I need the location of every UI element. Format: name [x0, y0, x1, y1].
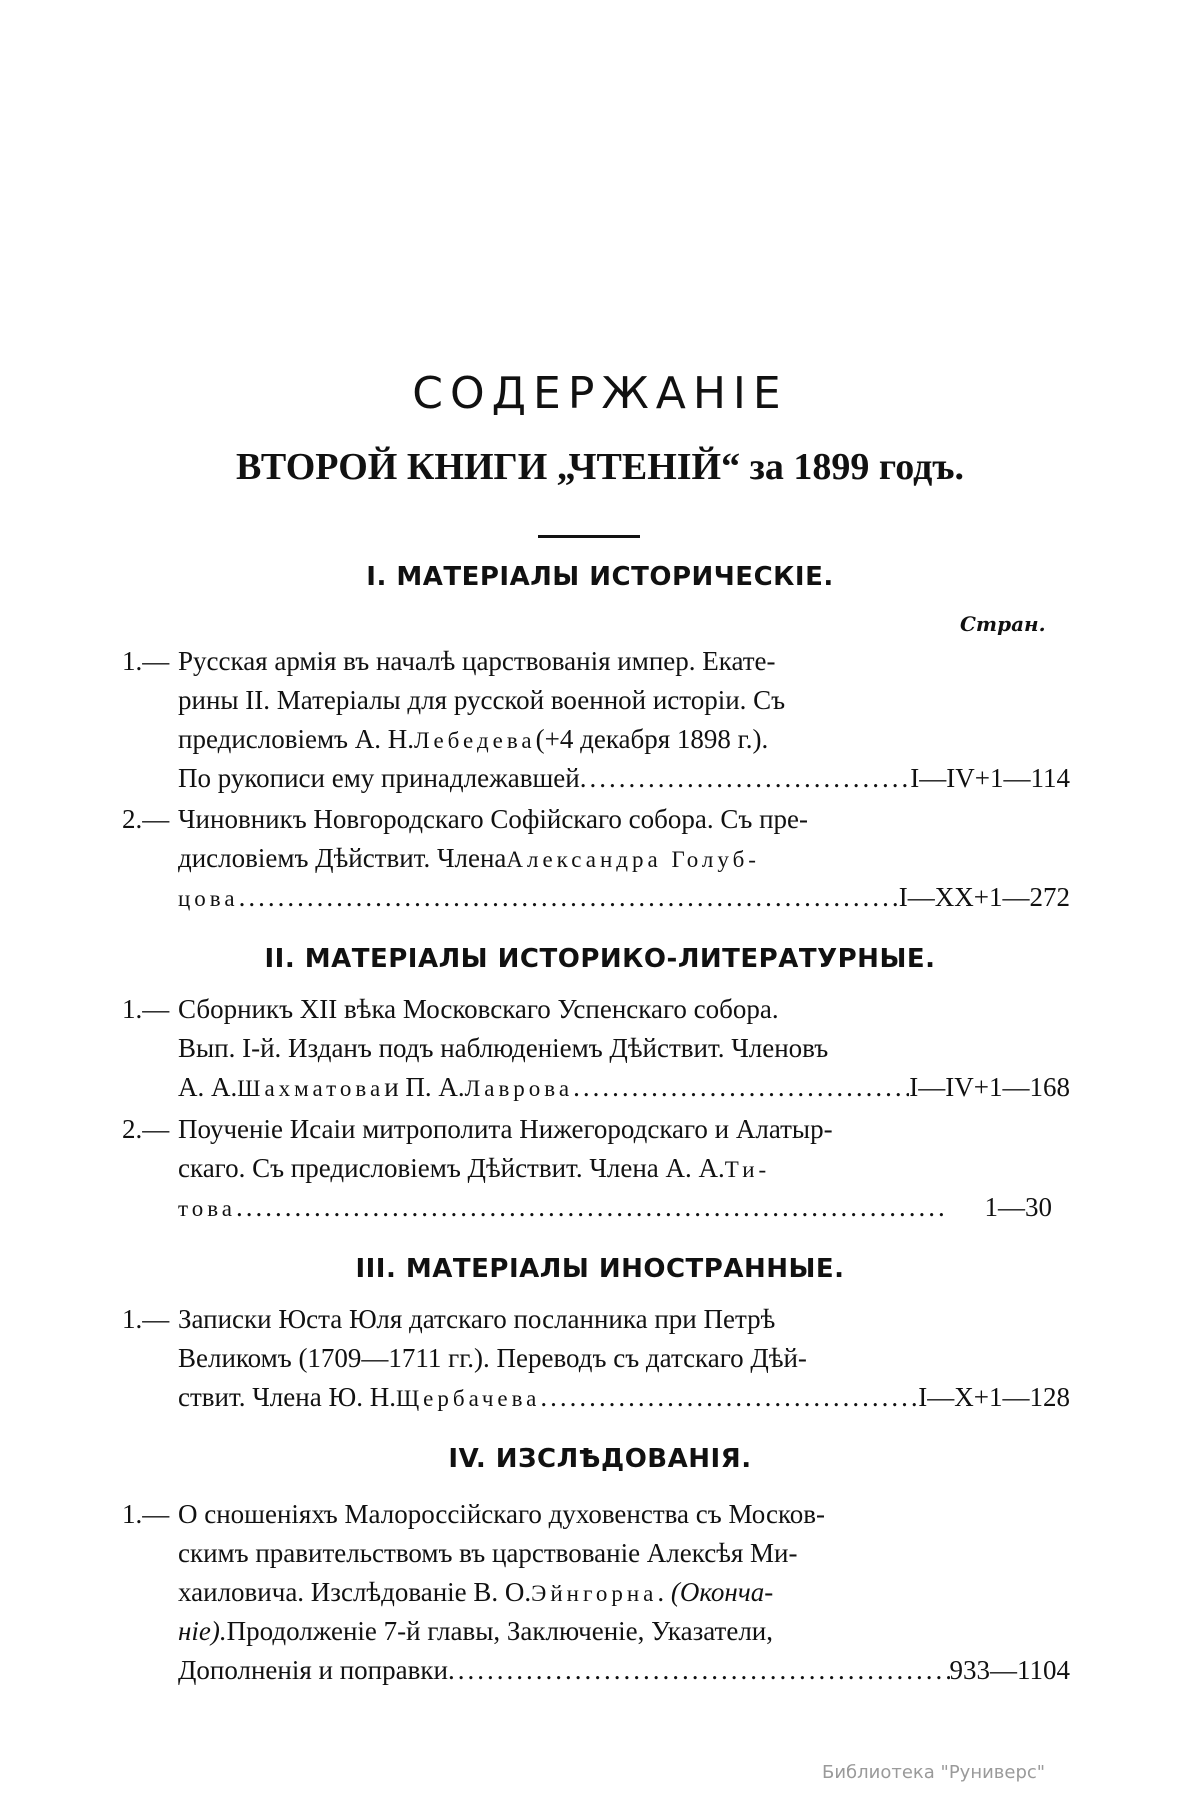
entry-author: Лебедева — [414, 728, 536, 753]
section-heading-literary: II. МАТЕРІАЛЫ ИСТОРИКО-ЛИТЕРАТУРНЫЕ. — [264, 944, 936, 974]
dot-leader — [540, 1378, 918, 1417]
entry-text: По рукописи ему принадлежавшей — [178, 763, 580, 793]
entry-author: Шахматова — [237, 1076, 385, 1101]
entry-author: Лаврова — [464, 1076, 574, 1101]
dot-leader — [236, 1188, 944, 1227]
entry-text: (+4 декабря 1898 г.). — [535, 724, 769, 754]
entry-note: ніе). — [178, 1616, 227, 1646]
entry-pages: I—XX+1—272 — [898, 882, 1070, 912]
dot-leader — [448, 1651, 950, 1690]
library-watermark: Библиотека "Руниверс" — [822, 1762, 1046, 1783]
entry-number: 2.— — [122, 804, 170, 834]
entry-text: дисловіемъ Дѣйствит. Члена — [178, 843, 507, 873]
entry-number: 1.— — [122, 646, 170, 676]
title-divider — [538, 535, 640, 538]
entry-text: хаиловича. Изслѣдованіе В. О. — [178, 1577, 532, 1607]
entry-text: предисловіемъ А. Н. — [178, 724, 414, 754]
entry-text: Продолженіе 7-й главы, Заключеніе, Указатели, — [226, 1616, 773, 1646]
entry-text: Поученіе Исаіи митрополита Нижегородскаго и Алатыр- — [178, 1114, 833, 1144]
toc-entry — [122, 800, 1070, 917]
entry-text: Русская армія въ началѣ царствованія импер. Екате- — [178, 646, 776, 676]
entry-text: Вып. I-й. Изданъ подъ наблюденіемъ Дѣйствит. Членовъ — [178, 1033, 829, 1063]
page-title: СОДЕРЖАНІЕ — [412, 368, 788, 419]
entry-text: А. А. — [178, 1072, 238, 1102]
entry-text: Чиновникъ Новгородскаго Софійскаго собора. Съ пре- — [178, 804, 808, 834]
section-heading-foreign: III. МАТЕРІАЛЫ ИНОСТРАННЫЕ. — [355, 1254, 845, 1284]
toc-entry — [122, 990, 1070, 1107]
entry-number: 1.— — [122, 1499, 170, 1529]
entry-text: ствит. Члена Ю. Н. — [178, 1382, 396, 1412]
page-subtitle: ВТОРОЙ КНИГИ „ЧТЕНІЙ“ за 1899 годъ. — [236, 446, 964, 488]
toc-entry — [122, 1495, 1070, 1690]
entry-text: и П. А. — [384, 1072, 465, 1102]
entry-text: цова — [178, 886, 239, 911]
entry-author: Щербачева — [395, 1386, 541, 1411]
entry-text: О сношеніяхъ Малороссійскаго духовенства съ Москов- — [178, 1499, 825, 1529]
section-heading-research: IV. ИЗСЛѢДОВАНІЯ. — [448, 1444, 752, 1474]
entry-pages: 1—30 — [984, 1192, 1052, 1222]
entry-text: това — [178, 1196, 237, 1221]
entry-text: скимъ правительствомъ въ царствованіе Алексѣя Ми- — [178, 1538, 798, 1568]
dot-leader — [239, 878, 899, 917]
entry-text: Сборникъ XII вѣка Московскаго Успенскаго собора. — [178, 994, 779, 1024]
entry-text: Великомъ (1709—1711 гг.). Переводъ съ датскаго Дѣй- — [178, 1343, 807, 1373]
toc-entry — [122, 642, 1070, 798]
dot-leader — [580, 759, 911, 798]
entry-note: (Оконча- — [670, 1577, 774, 1607]
entry-number: 1.— — [122, 994, 170, 1024]
toc-entry — [122, 1300, 1070, 1417]
entry-text: скаго. Съ предисловіемъ Дѣйствит. Члена А. А. — [178, 1153, 725, 1183]
entry-pages: 933—1104 — [949, 1655, 1070, 1685]
entry-pages: I—IV+1—168 — [909, 1072, 1070, 1102]
entry-text: . — [657, 1577, 671, 1607]
entry-author: Ти- — [724, 1157, 771, 1182]
entry-text: Записки Юста Юля датскаго посланника при Петрѣ — [178, 1304, 776, 1334]
entry-text: Дополненія и поправки — [178, 1655, 448, 1685]
entry-author: Эйнгорна — [531, 1581, 658, 1606]
entry-text: рины II. Матеріалы для русской военной исторіи. Съ — [178, 685, 786, 715]
toc-entry — [122, 1110, 1070, 1227]
page-column-label: Стран. — [960, 612, 1046, 636]
dot-leader — [573, 1068, 909, 1107]
entry-pages: I—IV+1—114 — [910, 763, 1070, 793]
entry-pages: I—X+1—128 — [918, 1382, 1070, 1412]
entry-number: 2.— — [122, 1114, 170, 1144]
entry-author: Александра Голуб- — [506, 847, 760, 872]
section-heading-historical: I. МАТЕРІАЛЫ ИСТОРИЧЕСКІЕ. — [366, 562, 834, 592]
entry-number: 1.— — [122, 1304, 170, 1334]
